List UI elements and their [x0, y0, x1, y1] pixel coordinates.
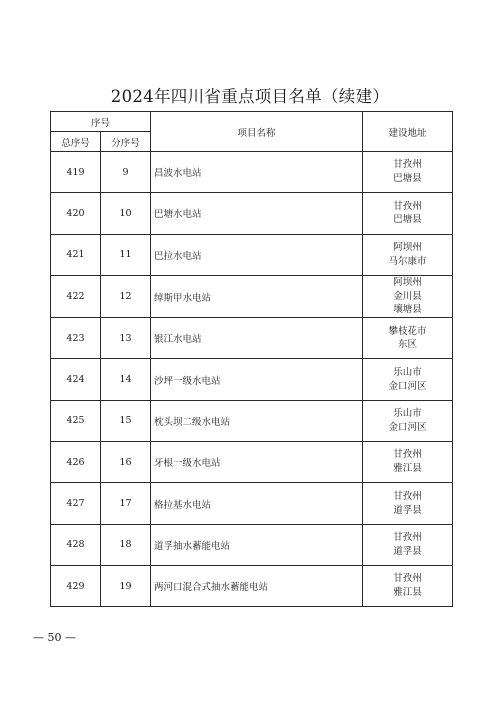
- table-row: [51, 524, 453, 565]
- total-no-cell: 421: [51, 234, 101, 275]
- table-row: [51, 193, 453, 234]
- location-line: 壤塘县: [393, 304, 422, 316]
- location-cell: [363, 275, 453, 317]
- total-no-cell: 423: [51, 318, 101, 359]
- location-cell: [363, 234, 453, 275]
- header-total-no: 总序号: [51, 132, 101, 152]
- location-cell: [363, 565, 453, 606]
- location-cell: [363, 359, 453, 400]
- location-line: 道孚县: [393, 545, 422, 557]
- total-no-cell: 425: [51, 400, 101, 441]
- sub-no-cell: 14: [101, 359, 151, 400]
- total-no-cell: 424: [51, 359, 101, 400]
- project-name-cell: 格拉基水电站: [151, 483, 363, 524]
- project-name-cell: 巴拉水电站: [151, 234, 363, 275]
- header-sequence-group: 序号: [51, 112, 151, 132]
- location-line: 巴塘县: [393, 173, 422, 185]
- location-line: 金川县: [393, 290, 422, 302]
- header-sub-no: 分序号: [101, 132, 151, 152]
- total-no-cell: 427: [51, 483, 101, 524]
- project-name-cell: 巴塘水电站: [151, 193, 363, 234]
- project-name-cell: 道孚抽水蓄能电站: [151, 524, 363, 565]
- location-cell: [363, 442, 453, 483]
- sub-no-cell: 12: [101, 275, 151, 317]
- location-line: 东区: [398, 339, 418, 351]
- location-cell: [363, 318, 453, 359]
- total-no-cell: 419: [51, 152, 101, 193]
- location-line: 雅江县: [393, 587, 422, 599]
- sub-no-cell: 15: [101, 400, 151, 441]
- sub-no-cell: 18: [101, 524, 151, 565]
- location-cell: [363, 193, 453, 234]
- sub-no-cell: 9: [101, 152, 151, 193]
- location-line: 雅江县: [393, 463, 422, 475]
- location-line: 阿坝州: [393, 276, 422, 288]
- location-line: 甘孜州: [393, 573, 422, 585]
- sub-no-cell: 10: [101, 193, 151, 234]
- location-line: 金口河区: [388, 380, 427, 392]
- location-cell: [363, 400, 453, 441]
- page-number: — 50 —: [33, 631, 76, 644]
- page-title: 2024年四川省重点项目名单（续建）: [110, 87, 390, 106]
- table-row: [51, 359, 453, 400]
- table-row: [51, 275, 453, 317]
- project-name-cell: 牙根一级水电站: [151, 442, 363, 483]
- table-row: [51, 318, 453, 359]
- location-line: 金口河区: [388, 421, 427, 433]
- header-location: 建设地址: [363, 112, 453, 152]
- project-name-cell: 绰斯甲水电站: [151, 275, 363, 317]
- project-name-cell: 昌波水电站: [151, 152, 363, 193]
- location-line: 甘孜州: [393, 490, 422, 502]
- total-no-cell: 428: [51, 524, 101, 565]
- location-line: 阿坝州: [393, 241, 422, 253]
- project-name-cell: 两河口混合式抽水蓄能电站: [151, 565, 363, 606]
- location-line: 甘孜州: [393, 449, 422, 461]
- table-row: [51, 400, 453, 441]
- location-line: 甘孜州: [393, 532, 422, 544]
- sub-no-cell: 16: [101, 442, 151, 483]
- sub-no-cell: 19: [101, 565, 151, 606]
- location-line: 攀枝花市: [388, 325, 427, 337]
- total-no-cell: 420: [51, 193, 101, 234]
- location-line: 马尔康市: [388, 255, 427, 267]
- location-line: 甘孜州: [393, 159, 422, 171]
- location-line: 巴塘县: [393, 214, 422, 226]
- table-row: [51, 234, 453, 275]
- project-name-cell: 枕头坝二级水电站: [151, 400, 363, 441]
- sub-no-cell: 17: [101, 483, 151, 524]
- location-cell: [363, 483, 453, 524]
- location-line: 乐山市: [393, 366, 422, 378]
- location-line: 道孚县: [393, 504, 422, 516]
- table-row: [51, 152, 453, 193]
- sub-no-cell: 13: [101, 318, 151, 359]
- total-no-cell: 426: [51, 442, 101, 483]
- project-name-cell: 沙坪一级水电站: [151, 359, 363, 400]
- projects-table: [50, 111, 453, 607]
- location-cell: [363, 524, 453, 565]
- table-row: [51, 442, 453, 483]
- table-row: [51, 483, 453, 524]
- table-row: [51, 565, 453, 606]
- location-cell: [363, 152, 453, 193]
- total-no-cell: 429: [51, 565, 101, 606]
- project-name-cell: 银江水电站: [151, 318, 363, 359]
- sub-no-cell: 11: [101, 234, 151, 275]
- total-no-cell: 422: [51, 275, 101, 317]
- header-project-name: 项目名称: [151, 112, 363, 152]
- location-line: 乐山市: [393, 408, 422, 420]
- location-line: 甘孜州: [393, 200, 422, 212]
